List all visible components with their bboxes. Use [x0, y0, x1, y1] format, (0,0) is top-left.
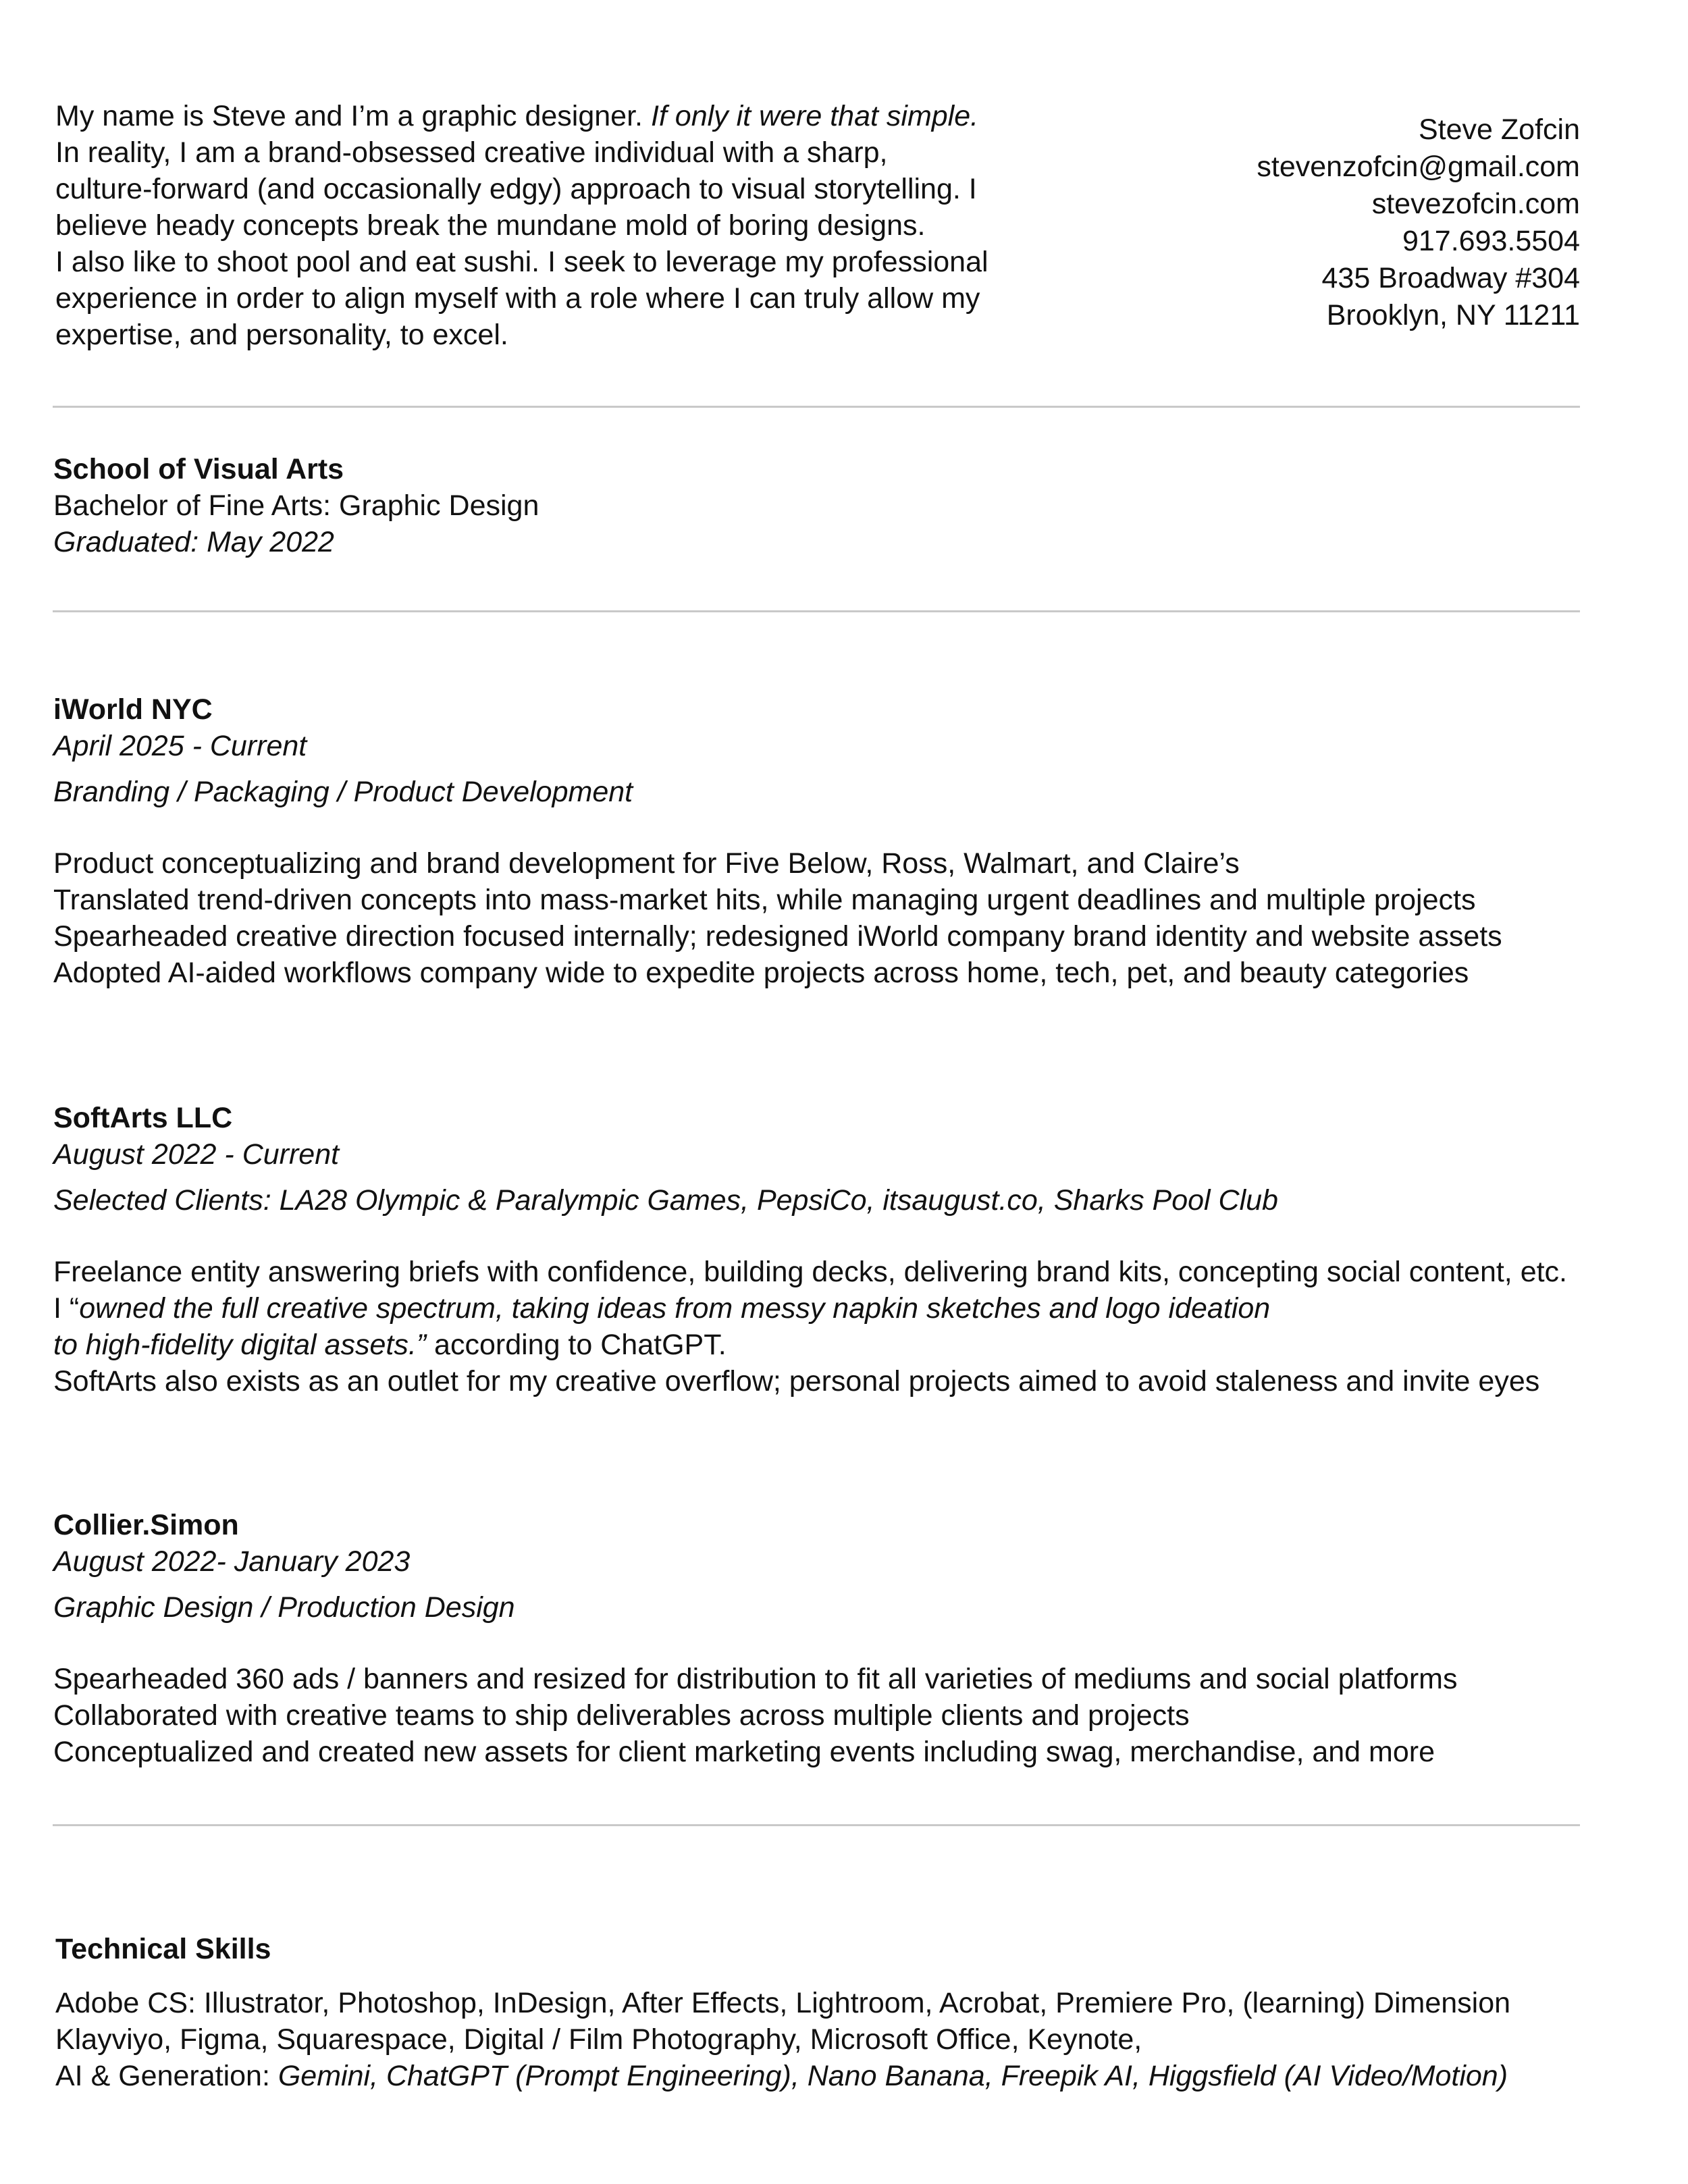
experience-bullet: Spearheaded 360 ads / banners and resized for distribution to fit all varieties of mediums and social platforms: [53, 1663, 1458, 1695]
intro-line-6: experience in order to align myself with a role where I can truly allow my: [55, 282, 980, 315]
intro-line-5: I also like to shoot pool and eat sushi. I seek to leverage my professional: [55, 246, 988, 278]
experience-bullet: Adopted AI-aided workflows company wide to expedite projects across home, tech, pet, and beauty categories: [53, 957, 1469, 989]
contact-website[interactable]: stevezofcin.com: [1371, 188, 1580, 220]
experience-quote-line: I “owned the full creative spectrum, taking ideas from messy napkin sketches and logo ideation: [53, 1292, 1271, 1325]
experience-focus: Graphic Design / Production Design: [53, 1591, 515, 1624]
experience-dates: April 2025 - Current: [53, 730, 307, 762]
experience-company: SoftArts LLC: [53, 1102, 233, 1134]
contact-address-line-2: Brooklyn, NY 11211: [1326, 299, 1580, 331]
experience-description-line: Freelance entity answering briefs with confidence, building decks, delivering brand kits, concepting social content, etc.: [53, 1256, 1568, 1288]
contact-block: [1257, 111, 1580, 334]
intro-paragraph: [55, 98, 1068, 353]
intro-line-7: expertise, and personality, to excel.: [55, 319, 508, 351]
experience-entry-softarts: [53, 1100, 1660, 1400]
experience-entry-iworld: [53, 691, 1660, 991]
experience-bullet: Translated trend-driven concepts into mass-market hits, while managing urgent deadlines and multiple projects: [53, 884, 1476, 916]
skills-line: Klayviyo, Figma, Squarespace, Digital / Film Photography, Microsoft Office, Keynote,: [55, 2023, 1142, 2056]
experience-description-line: SoftArts also exists as an outlet for my creative overflow; personal projects aimed to avoid staleness and invite eyes: [53, 1365, 1540, 1397]
skills-section: [55, 1931, 1662, 2094]
intro-line-2: In reality, I am a brand-obsessed creative individual with a sharp,: [55, 136, 888, 169]
experience-quote-line: to high-fidelity digital assets.” according to ChatGPT.: [53, 1329, 727, 1361]
experience-company: Collier.Simon: [53, 1509, 239, 1541]
experience-bullet: Product conceptualizing and brand development for Five Below, Ross, Walmart, and Claire’s: [53, 847, 1240, 880]
experience-entry-collier-simon: [53, 1507, 1660, 1770]
contact-phone: 917.693.5504: [1402, 225, 1580, 257]
education-graduated: Graduated: May 2022: [53, 526, 334, 558]
section-divider: [53, 406, 1580, 408]
experience-company: iWorld NYC: [53, 693, 213, 726]
skills-line: AI & Generation: Gemini, ChatGPT (Prompt Engineering), Nano Banana, Freepik AI, Higgsfield (AI Video/Motion): [55, 2060, 1508, 2092]
experience-bullet: Spearheaded creative direction focused internally; redesigned iWorld company brand identity and website assets: [53, 920, 1502, 953]
education-section: [53, 451, 1660, 560]
skills-line: Adobe CS: Illustrator, Photoshop, InDesign, After Effects, Lightroom, Acrobat, Premiere Pro, (learning) Dimension: [55, 1987, 1511, 2019]
contact-address-line-1: 435 Broadway #304: [1321, 262, 1580, 294]
experience-focus: Selected Clients: LA28 Olympic & Paralympic Games, PepsiCo, itsaugust.co, Sharks Pool Club: [53, 1184, 1278, 1217]
experience-dates: August 2022 - Current: [53, 1138, 340, 1171]
contact-email[interactable]: stevenzofcin@gmail.com: [1257, 151, 1580, 183]
experience-dates: August 2022- January 2023: [53, 1545, 411, 1578]
education-school: School of Visual Arts: [53, 453, 344, 485]
intro-tagline: If only it were that simple.: [650, 100, 979, 132]
intro-line-4: believe heady concepts break the mundane mold of boring designs.: [55, 209, 926, 242]
section-divider: [53, 1824, 1580, 1826]
intro-line-3: culture-forward (and occasionally edgy) approach to visual storytelling. I: [55, 173, 977, 205]
skills-heading: Technical Skills: [55, 1933, 271, 1965]
experience-bullet: Collaborated with creative teams to ship deliverables across multiple clients and projects: [53, 1699, 1190, 1732]
experience-bullet: Conceptualized and created new assets for client marketing events including swag, merchandise, and more: [53, 1736, 1435, 1768]
experience-focus: Branding / Packaging / Product Development: [53, 776, 633, 808]
contact-name: Steve Zofcin: [1419, 113, 1580, 146]
intro-line-1: My name is Steve and I’m a graphic designer. If only it were that simple.: [55, 100, 979, 132]
section-divider: [53, 610, 1580, 612]
education-degree: Bachelor of Fine Arts: Graphic Design: [53, 489, 539, 522]
